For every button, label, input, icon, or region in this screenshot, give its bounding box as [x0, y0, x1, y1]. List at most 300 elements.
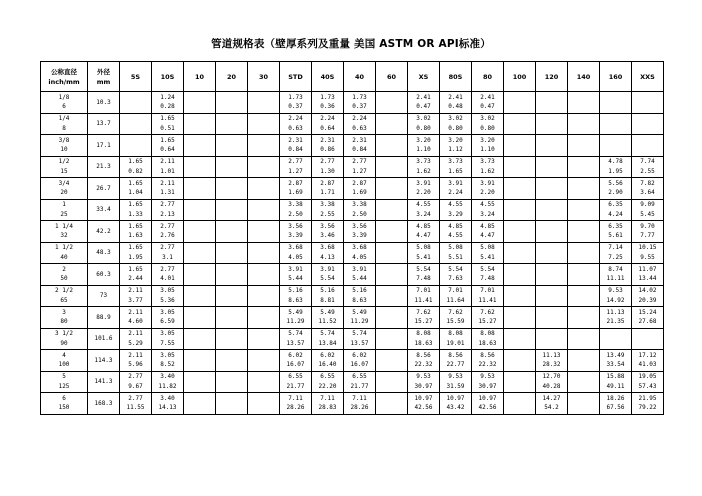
schedule-cell — [280, 221, 312, 243]
weight-value: 16.07 — [350, 361, 369, 369]
schedule-cell — [600, 135, 632, 157]
schedule-cell — [120, 156, 152, 178]
wall-thickness-value: 3.91 — [416, 179, 431, 187]
schedule-cell — [504, 328, 536, 350]
schedule-cell — [568, 264, 600, 286]
page-title: 管道规格表（壁厚系列及重量 美国 ASTM OR API标准） — [211, 38, 491, 50]
weight-value: 7.63 — [448, 275, 463, 283]
schedule-cell — [632, 178, 664, 200]
weight-value: 1.10 — [480, 146, 495, 154]
wall-thickness-value: 3.05 — [160, 287, 175, 295]
wall-thickness-value: 17.12 — [638, 351, 657, 359]
schedule-cell — [472, 156, 504, 178]
column-header — [472, 62, 504, 92]
schedule-cell — [408, 199, 440, 221]
weight-value: 13.57 — [286, 339, 305, 347]
outer-diameter-cell: 73 — [88, 285, 120, 307]
wall-thickness-value: 7.01 — [448, 287, 463, 295]
schedule-cell — [152, 264, 184, 286]
schedule-cell — [248, 199, 280, 221]
schedule-cell — [632, 285, 664, 307]
weight-value: 2.50 — [352, 210, 367, 218]
schedule-cell — [600, 221, 632, 243]
schedule-cell — [312, 156, 344, 178]
schedule-cell — [536, 156, 568, 178]
weight-value: 3.77 — [128, 296, 143, 304]
nominal-size-text: 90 — [60, 339, 68, 347]
schedule-cell — [184, 350, 216, 372]
outer-diameter-cell: 17.1 — [88, 135, 120, 157]
schedule-cell — [472, 242, 504, 264]
weight-value: 11.82 — [158, 382, 177, 390]
schedule-cell — [504, 221, 536, 243]
wall-thickness-value: 6.02 — [288, 351, 303, 359]
schedule-cell — [440, 264, 472, 286]
wall-thickness-value: 6.02 — [320, 351, 335, 359]
wall-thickness-value: 3.05 — [160, 308, 175, 316]
weight-value: 16.07 — [286, 361, 305, 369]
wall-thickness-value: 10.97 — [478, 394, 497, 402]
schedule-cell — [344, 221, 376, 243]
weight-value: 0.80 — [448, 124, 463, 132]
wall-thickness-value: 2.24 — [320, 115, 335, 123]
schedule-cell — [472, 135, 504, 157]
schedule-cell — [408, 371, 440, 393]
weight-value: 30.97 — [414, 382, 433, 390]
schedule-cell — [152, 242, 184, 264]
schedule-cell — [504, 113, 536, 135]
schedule-cell — [536, 113, 568, 135]
weight-value: 5.54 — [320, 275, 335, 283]
schedule-cell — [344, 113, 376, 135]
schedule-cell — [504, 350, 536, 372]
schedule-cell — [408, 221, 440, 243]
column-header — [632, 62, 664, 92]
outer-diameter-cell: 60.3 — [88, 264, 120, 286]
schedule-cell — [120, 371, 152, 393]
column-header — [568, 62, 600, 92]
nominal-size-cell — [41, 285, 88, 307]
schedule-cell — [248, 156, 280, 178]
column-header-text: 80 — [482, 72, 493, 81]
wall-thickness-value: 1.65 — [160, 115, 175, 123]
schedule-cell — [312, 285, 344, 307]
weight-value: 2.55 — [640, 167, 655, 175]
schedule-cell — [120, 221, 152, 243]
schedule-cell — [440, 156, 472, 178]
schedule-cell — [120, 135, 152, 157]
schedule-cell — [472, 221, 504, 243]
schedule-cell — [472, 371, 504, 393]
column-header-text: XS — [418, 72, 429, 81]
schedule-cell — [248, 350, 280, 372]
table-row — [41, 92, 664, 114]
column-header — [536, 62, 568, 92]
wall-thickness-value: 7.82 — [640, 179, 655, 187]
schedule-cell — [472, 199, 504, 221]
schedule-cell — [408, 135, 440, 157]
schedule-cell — [632, 264, 664, 286]
schedule-cell — [344, 328, 376, 350]
schedule-cell — [312, 113, 344, 135]
outer-diameter-cell: 168.3 — [88, 393, 120, 415]
table-row — [41, 178, 664, 200]
wall-thickness-value: 3.20 — [416, 136, 431, 144]
weight-value: 0.51 — [160, 124, 175, 132]
nominal-size-cell — [41, 328, 88, 350]
schedule-cell — [120, 350, 152, 372]
weight-value: 18.63 — [478, 339, 497, 347]
schedule-cell — [408, 393, 440, 415]
schedule-cell — [344, 178, 376, 200]
schedule-cell — [312, 92, 344, 114]
weight-value: 28.26 — [350, 404, 369, 412]
nominal-size-text: 65 — [60, 296, 68, 304]
wall-thickness-value: 1.65 — [128, 265, 143, 273]
column-header — [88, 62, 120, 92]
schedule-cell — [600, 178, 632, 200]
nominal-size-cell — [41, 92, 88, 114]
schedule-cell — [120, 178, 152, 200]
nominal-size-text: 8 — [62, 124, 66, 132]
weight-value: 0.47 — [480, 103, 495, 111]
schedule-cell — [184, 328, 216, 350]
schedule-cell — [600, 156, 632, 178]
schedule-cell — [312, 135, 344, 157]
schedule-cell — [600, 113, 632, 135]
schedule-cell — [440, 113, 472, 135]
schedule-cell — [248, 135, 280, 157]
schedule-cell — [280, 393, 312, 415]
schedule-cell — [120, 285, 152, 307]
schedule-cell — [504, 92, 536, 114]
schedule-cell — [184, 156, 216, 178]
wall-thickness-value: 2.77 — [160, 201, 175, 209]
wall-thickness-value: 1.73 — [352, 93, 367, 101]
schedule-cell — [472, 328, 504, 350]
wall-thickness-value: 3.38 — [352, 201, 367, 209]
schedule-cell — [152, 221, 184, 243]
weight-value: 3.24 — [416, 210, 431, 218]
weight-value: 42.56 — [414, 404, 433, 412]
weight-value: 5.41 — [480, 253, 495, 261]
wall-thickness-value: 5.16 — [352, 287, 367, 295]
schedule-cell — [280, 242, 312, 264]
schedule-cell — [312, 350, 344, 372]
nominal-size-text: 2 1/2 — [54, 287, 74, 295]
wall-thickness-value: 2.11 — [160, 158, 175, 166]
weight-value: 5.41 — [416, 253, 431, 261]
wall-thickness-value: 3.02 — [416, 115, 431, 123]
wall-thickness-value: 2.24 — [352, 115, 367, 123]
wall-thickness-value: 3.40 — [160, 373, 175, 381]
column-header-text: 120 — [544, 72, 559, 81]
weight-value: 2.90 — [608, 189, 623, 197]
weight-value: 57.43 — [638, 382, 657, 390]
wall-thickness-value: 8.08 — [416, 330, 431, 338]
weight-value: 5.36 — [160, 296, 175, 304]
weight-value: 40.28 — [542, 382, 561, 390]
outer-diameter-cell: 101.6 — [88, 328, 120, 350]
weight-value: 28.32 — [542, 361, 561, 369]
schedule-cell — [440, 350, 472, 372]
wall-thickness-value: 3.40 — [160, 394, 175, 402]
schedule-cell — [184, 92, 216, 114]
weight-value: 13.57 — [350, 339, 369, 347]
schedule-cell — [536, 264, 568, 286]
weight-value: 0.48 — [448, 103, 463, 111]
schedule-cell — [376, 221, 408, 243]
wall-thickness-value: 3.56 — [288, 222, 303, 230]
column-header — [600, 62, 632, 92]
weight-value: 33.54 — [606, 361, 625, 369]
schedule-cell — [568, 285, 600, 307]
weight-value: 13.44 — [638, 275, 657, 283]
schedule-cell — [504, 371, 536, 393]
wall-thickness-value: 6.02 — [352, 351, 367, 359]
wall-thickness-value: 4.85 — [480, 222, 495, 230]
schedule-cell — [568, 113, 600, 135]
weight-value: 2.24 — [448, 189, 463, 197]
schedule-cell — [632, 221, 664, 243]
wall-thickness-value: 5.54 — [416, 265, 431, 273]
nominal-size-text: 6 — [62, 103, 66, 111]
schedule-cell — [568, 242, 600, 264]
weight-value: 30.97 — [478, 382, 497, 390]
wall-thickness-value: 6.55 — [320, 373, 335, 381]
wall-thickness-value: 15.24 — [638, 308, 657, 316]
column-header-text: mm — [96, 77, 111, 86]
wall-thickness-value: 1.65 — [160, 136, 175, 144]
schedule-cell — [312, 328, 344, 350]
column-header — [120, 62, 152, 92]
weight-value: 28.26 — [286, 404, 305, 412]
schedule-cell — [536, 393, 568, 415]
wall-thickness-value: 7.62 — [448, 308, 463, 316]
wall-thickness-value: 8.56 — [480, 351, 495, 359]
schedule-cell — [216, 221, 248, 243]
weight-value: 4.60 — [128, 318, 143, 326]
wall-thickness-value: 14.27 — [542, 394, 561, 402]
schedule-cell — [376, 350, 408, 372]
wall-thickness-value: 2.41 — [416, 93, 431, 101]
wall-thickness-value: 3.38 — [320, 201, 335, 209]
weight-value: 1.95 — [128, 253, 143, 261]
schedule-cell — [248, 113, 280, 135]
wall-thickness-value: 9.53 — [448, 373, 463, 381]
weight-value: 0.80 — [416, 124, 431, 132]
schedule-cell — [440, 135, 472, 157]
nominal-size-cell — [41, 221, 88, 243]
weight-value: 7.48 — [480, 275, 495, 283]
wall-thickness-value: 3.91 — [320, 265, 335, 273]
nominal-size-text: 10 — [60, 146, 68, 154]
schedule-cell — [568, 221, 600, 243]
wall-thickness-value: 8.56 — [416, 351, 431, 359]
wall-thickness-value: 2.77 — [352, 158, 367, 166]
schedule-cell — [376, 135, 408, 157]
schedule-cell — [600, 92, 632, 114]
column-header-text: 40 — [354, 72, 365, 81]
table-row — [41, 199, 664, 221]
schedule-cell — [184, 199, 216, 221]
wall-thickness-value: 2.31 — [288, 136, 303, 144]
weight-value: 5.45 — [640, 210, 655, 218]
schedule-cell — [216, 350, 248, 372]
wall-thickness-value: 3.05 — [160, 351, 175, 359]
weight-value: 1.04 — [128, 189, 143, 197]
schedule-cell — [376, 393, 408, 415]
outer-diameter-cell: 141.3 — [88, 371, 120, 393]
schedule-cell — [472, 92, 504, 114]
schedule-cell — [280, 135, 312, 157]
wall-thickness-value: 5.54 — [480, 265, 495, 273]
schedule-cell — [376, 328, 408, 350]
wall-thickness-value: 2.77 — [288, 158, 303, 166]
nominal-size-cell — [41, 199, 88, 221]
wall-thickness-value: 5.08 — [480, 244, 495, 252]
wall-thickness-value: 3.91 — [448, 179, 463, 187]
schedule-cell — [568, 178, 600, 200]
schedule-cell — [632, 393, 664, 415]
wall-thickness-value: 3.73 — [480, 158, 495, 166]
nominal-size-text: 32 — [60, 232, 68, 240]
schedule-cell — [376, 199, 408, 221]
wall-thickness-value: 3.91 — [480, 179, 495, 187]
schedule-cell — [216, 178, 248, 200]
schedule-cell — [216, 285, 248, 307]
schedule-cell — [120, 307, 152, 329]
wall-thickness-value: 7.01 — [416, 287, 431, 295]
nominal-size-text: 2 — [62, 265, 66, 273]
wall-thickness-value: 19.05 — [638, 373, 657, 381]
wall-thickness-value: 1.65 — [128, 179, 143, 187]
schedule-cell — [600, 371, 632, 393]
nominal-size-text: 1 1/2 — [54, 244, 74, 252]
weight-value: 1.65 — [448, 167, 463, 175]
schedule-cell — [376, 92, 408, 114]
wall-thickness-value: 21.95 — [638, 394, 657, 402]
outer-diameter-cell: 13.7 — [88, 113, 120, 135]
schedule-cell — [504, 285, 536, 307]
table-row — [41, 285, 664, 307]
schedule-cell — [408, 328, 440, 350]
nominal-size-text: 1/2 — [58, 158, 70, 166]
wall-thickness-value: 2.87 — [352, 179, 367, 187]
schedule-cell — [216, 92, 248, 114]
weight-value: 28.83 — [318, 404, 337, 412]
schedule-cell — [376, 156, 408, 178]
schedule-cell — [152, 307, 184, 329]
schedule-cell — [536, 371, 568, 393]
schedule-cell — [312, 221, 344, 243]
wall-thickness-value: 14.02 — [638, 287, 657, 295]
weight-value: 42.56 — [478, 404, 497, 412]
weight-value: 1.31 — [160, 189, 175, 197]
wall-thickness-value: 5.54 — [448, 265, 463, 273]
wall-thickness-value: 2.11 — [128, 308, 143, 316]
schedule-cell — [184, 221, 216, 243]
weight-value: 49.11 — [606, 382, 625, 390]
weight-value: 4.05 — [352, 253, 367, 261]
schedule-cell — [152, 350, 184, 372]
column-header-text: 160 — [608, 72, 623, 81]
schedule-cell — [440, 221, 472, 243]
wall-thickness-value: 3.68 — [352, 244, 367, 252]
weight-value: 13.84 — [318, 339, 337, 347]
nominal-size-text: 4 — [62, 351, 66, 359]
weight-value: 3.39 — [288, 232, 303, 240]
nominal-size-cell — [41, 350, 88, 372]
nominal-size-cell — [41, 156, 88, 178]
schedule-cell — [536, 328, 568, 350]
schedule-cell — [472, 350, 504, 372]
column-header-text: 60 — [386, 72, 397, 81]
table-row — [41, 242, 664, 264]
schedule-cell — [216, 328, 248, 350]
outer-diameter-cell: 26.7 — [88, 178, 120, 200]
column-header-text: 140 — [576, 72, 591, 81]
weight-value: 4.01 — [160, 275, 175, 283]
weight-value: 5.51 — [448, 253, 463, 261]
weight-value: 43.42 — [446, 404, 465, 412]
schedule-cell — [632, 199, 664, 221]
weight-value: 18.63 — [414, 339, 433, 347]
schedule-cell — [440, 178, 472, 200]
wall-thickness-value: 7.11 — [288, 394, 303, 402]
schedule-cell — [344, 264, 376, 286]
weight-value: 2.50 — [288, 210, 303, 218]
table-row — [41, 350, 664, 372]
schedule-cell — [600, 242, 632, 264]
nominal-size-cell — [41, 393, 88, 415]
column-header-text: 10S — [160, 72, 175, 81]
schedule-cell — [248, 328, 280, 350]
wall-thickness-value: 5.74 — [352, 330, 367, 338]
weight-value: 3.39 — [352, 232, 367, 240]
weight-value: 8.63 — [352, 296, 367, 304]
column-header-text: STD — [288, 72, 303, 81]
wall-thickness-value: 5.49 — [320, 308, 335, 316]
schedule-cell — [536, 242, 568, 264]
weight-value: 22.32 — [478, 361, 497, 369]
weight-value: 15.27 — [478, 318, 497, 326]
schedule-cell — [152, 371, 184, 393]
schedule-cell — [184, 307, 216, 329]
schedule-cell — [312, 178, 344, 200]
schedule-cell — [120, 264, 152, 286]
nominal-size-cell — [41, 242, 88, 264]
schedule-cell — [504, 199, 536, 221]
weight-value: 2.55 — [320, 210, 335, 218]
wall-thickness-value: 6.35 — [608, 222, 623, 230]
wall-thickness-value: 5.56 — [608, 179, 623, 187]
schedule-cell — [600, 264, 632, 286]
weight-value: 4.47 — [480, 232, 495, 240]
weight-value: 5.44 — [288, 275, 303, 283]
schedule-cell — [152, 92, 184, 114]
weight-value: 5.96 — [128, 361, 143, 369]
wall-thickness-value: 13.49 — [606, 351, 625, 359]
weight-value: 11.52 — [318, 318, 337, 326]
schedule-cell — [312, 307, 344, 329]
schedule-cell — [504, 264, 536, 286]
schedule-cell — [504, 135, 536, 157]
schedule-cell — [472, 264, 504, 286]
weight-value: 3.64 — [640, 189, 655, 197]
wall-thickness-value: 4.55 — [448, 201, 463, 209]
schedule-cell — [536, 221, 568, 243]
